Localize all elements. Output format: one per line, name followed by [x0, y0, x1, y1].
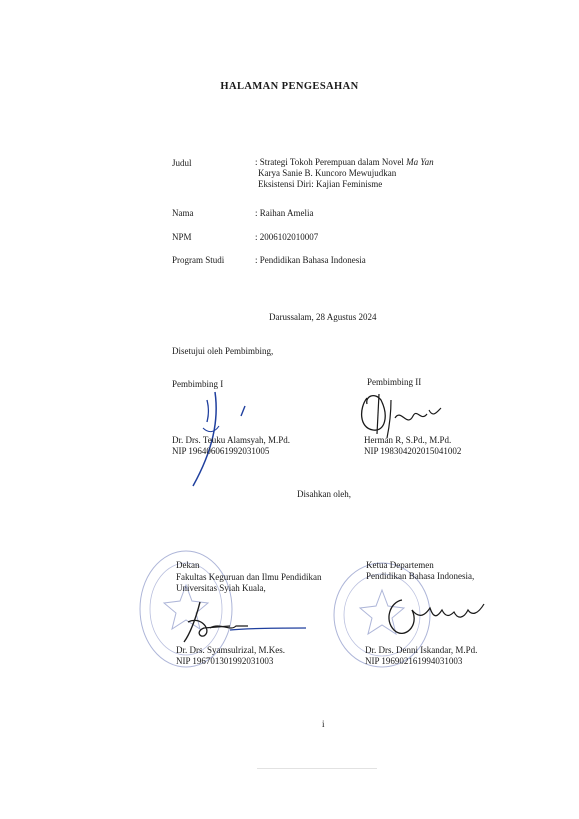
npm-label: NPM [172, 232, 192, 242]
dekan-org1: Fakultas Keguruan dan Ilmu Pendidikan [176, 572, 322, 582]
pembimbing2-nip: NIP 198304202015041002 [364, 446, 462, 456]
ketua-name: Dr. Drs. Denni Iskandar, M.Pd. [365, 645, 478, 655]
place-date: Darussalam, 28 Agustus 2024 [269, 312, 377, 322]
dekan-name: Dr. Drs. Syamsulrizal, M.Kes. [176, 645, 285, 655]
nama-label: Nama [172, 208, 194, 218]
judul-text-prefix: : Strategi Tokoh Perempuan dalam Novel [255, 157, 407, 167]
ketua-signature [380, 590, 490, 644]
ketua-nip: NIP 196902161994031003 [365, 656, 463, 666]
pembimbing1-nip: NIP 196406061992031005 [172, 446, 270, 456]
prodi-label: Program Studi [172, 255, 225, 265]
judul-label: Judul [172, 158, 192, 168]
page-number: i [322, 719, 325, 729]
dekan-signature [170, 598, 310, 646]
judul-line3: Eksistensi Diri: Kajian Feminisme [258, 179, 383, 189]
dekan-org2: Universitas Syiah Kuala, [176, 583, 266, 593]
npm-value: : 2006102010007 [255, 232, 319, 242]
ratified-by: Disahkan oleh, [297, 489, 351, 499]
pembimbing2-name: Herman R, S.Pd., M.Pd. [364, 435, 452, 445]
dekan-role: Dekan [176, 560, 200, 570]
approved-by: Disetujui oleh Pembimbing, [172, 346, 274, 356]
judul-line2: Karya Sanie B. Kuncoro Mewujudkan [258, 168, 397, 178]
nama-value: : Raihan Amelia [255, 208, 314, 218]
pembimbing2-signature [355, 388, 445, 440]
pembimbing1-name: Dr. Drs. Teuku Alamsyah, M.Pd. [172, 435, 290, 445]
ketua-org1: Pendidikan Bahasa Indonesia, [366, 571, 475, 581]
pembimbing2-role: Pembimbing II [367, 377, 422, 387]
page-title: HALAMAN PENGESAHAN [220, 81, 359, 92]
dekan-nip: NIP 196701301992031003 [176, 656, 274, 666]
prodi-value: : Pendidikan Bahasa Indonesia [255, 255, 366, 265]
novel-title: Ma Yan [406, 157, 434, 167]
judul-value [255, 157, 434, 190]
ketua-role: Ketua Departemen [366, 560, 434, 570]
pembimbing1-role: Pembimbing I [172, 379, 224, 389]
footer-divider [257, 768, 377, 769]
